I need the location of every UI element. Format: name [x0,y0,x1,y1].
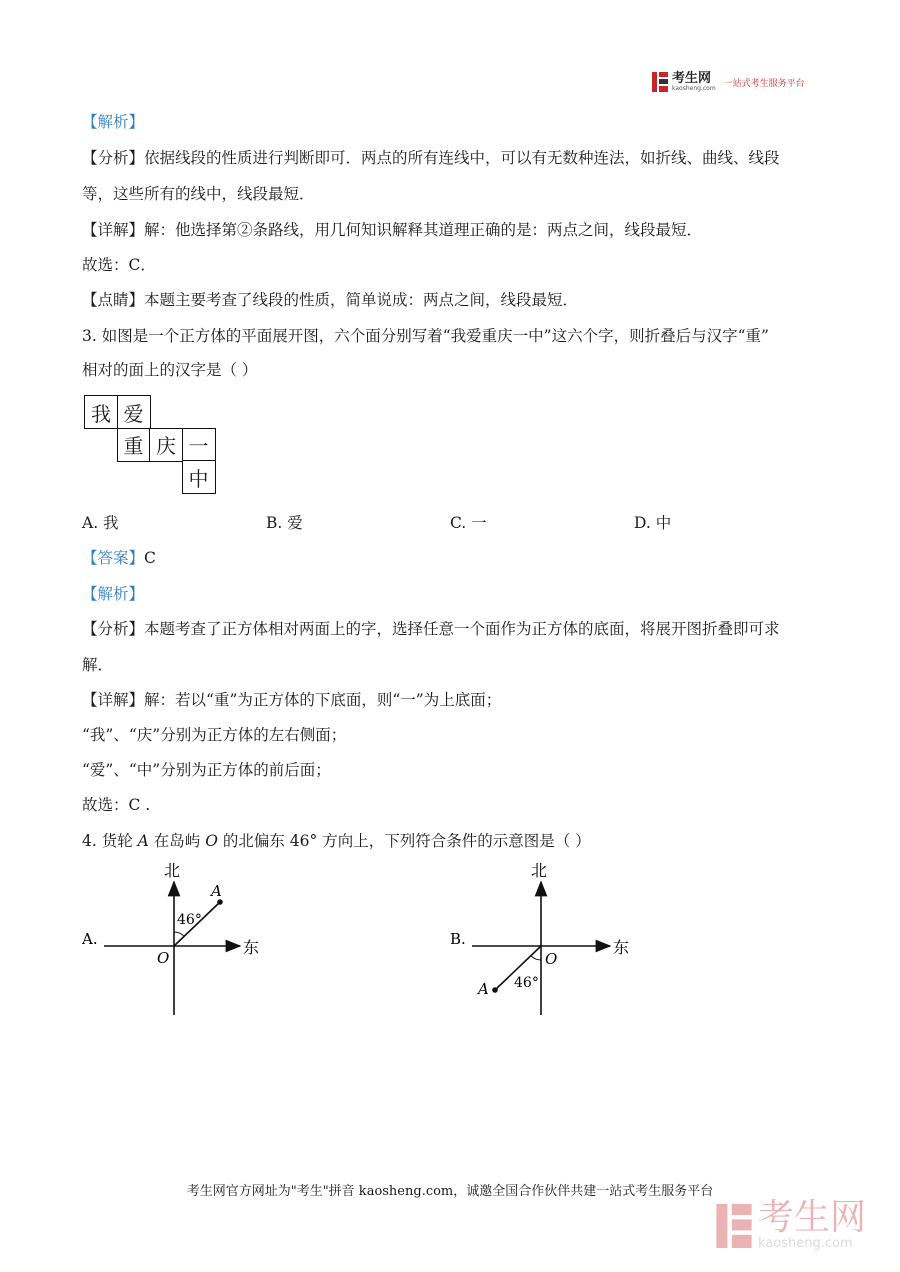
q4-stem [82,829,591,851]
q4-stem-part2: 在岛屿 [148,832,206,850]
q3-jiexi-label: 【解析】 [82,585,145,603]
angle-label: 46° [177,912,202,928]
north-label: 北 [164,861,181,880]
point-a-label: A [211,882,222,900]
q3-xiangjie-line3: “爱”、“中”分别为正方体的前后面； [82,761,331,779]
dianjing-label: 【点睛】 [82,291,145,309]
q4-stem-ship: A [137,832,149,850]
east-label: 东 [613,938,630,957]
q2-xiangjie-text: 解：他选择第②条路线，用几何知识解释其道理正确的是：两点之间，线段最短． [144,221,703,239]
q3-xiangjie-text1: 解：若以“重”为正方体的下底面，则“一”为上底面； [144,691,502,709]
net-cell-wo: 我 [84,395,118,429]
watermark-logo-icon [716,1204,752,1248]
q4-figure-a [80,860,290,1024]
q3-fenxi-line1 [82,617,780,639]
footer-text: 考生网官方网址为"考生"拼音 kaosheng.com，诚邀全国合作伙伴共建一站式考生服务平台 [186,1184,714,1199]
angle-arc [531,956,541,960]
q2-fenxi-line1 [82,146,780,168]
watermark [716,1197,867,1251]
point-a [217,899,223,905]
kaosheng-logo-icon [652,72,668,92]
net-cell-qing: 庆 [149,428,183,462]
q4-figure-b [450,860,660,1024]
figure-a-label: A. [82,930,98,948]
q2-fenxi-line2: 等，这些所有的线中，线段最短． [82,185,315,203]
q3-option-a: A. 我 [82,514,119,532]
north-label: 北 [531,861,548,880]
watermark-name: 考生网 [758,1197,867,1238]
q4-stem-island: O [205,832,218,850]
net-cell-zhong2: 中 [182,460,216,494]
q3-fenxi-line2: 解． [82,656,114,674]
origin-label: O [545,950,558,968]
fenxi-label: 【分析】 [82,149,145,167]
q3-xiangjie-line2: “我”、“庆”分别为正方体的左右侧面； [82,726,347,744]
q2-xiangjie-line [82,218,702,240]
point-a-label: A [478,980,489,998]
figure-b-label: B. [450,930,466,948]
q2-fenxi-text1: 依据线段的性质进行判断即可．两点的所有连线中，可以有无数种连法，如折线、曲线、线段 [144,149,780,167]
q3-answer: C [144,549,156,567]
q3-option-c: C. 一 [450,514,487,532]
jiexi-label: 【解析】 [82,113,145,131]
logo-domain: kaosheng.com [672,84,716,92]
xiangjie-label: 【详解】 [82,221,145,239]
q4-stem-part1: 4. 货轮 [82,832,138,850]
origin-label: O [157,949,170,967]
q3-stem-line2: 相对的面上的汉字是（ ） [82,361,258,379]
angle-arc [174,932,184,936]
daan-label: 【答案】 [82,549,145,567]
east-label: 东 [243,938,260,957]
logo-name: 考生网 [672,70,712,86]
point-a [492,987,498,993]
net-cell-yi: 一 [182,428,216,462]
q3-xiangjie-label: 【详解】 [82,691,145,709]
q3-fenxi-text1: 本题考查了正方体相对两面上的字，选择任意一个面作为正方体的底面，将展开图折叠即可求 [144,620,780,638]
q3-xiangjie-line1 [82,688,501,710]
q3-guxuan: 故选：C . [82,796,151,814]
q4-stem-part3: 的北偏东 46° 方向上，下列符合条件的示意图是（ ） [217,832,591,850]
logo-slogan: 一站式考生服务平台 [723,78,805,89]
q2-guxuan: 故选：C． [82,256,156,274]
q3-answer-line [82,546,156,568]
q3-option-d: D. 中 [634,514,672,532]
q2-dianjing-text: 本题主要考查了线段的性质，简单说成：两点之间，线段最短． [144,291,579,309]
q3-option-b: B. 爱 [266,514,303,532]
watermark-domain: kaosheng.com [758,1236,853,1251]
q2-dianjing-line [82,288,578,310]
header-logo [652,72,805,92]
net-cell-zhong: 重 [117,428,151,462]
net-cell-ai: 爱 [117,395,151,429]
q3-stem-line1: 3. 如图是一个正方体的平面展开图，六个面分别写着“我爱重庆一中”这六个字，则折叠后与汉字“重” [82,327,769,345]
q3-fenxi-label: 【分析】 [82,620,145,638]
angle-label: 46° [514,975,539,991]
